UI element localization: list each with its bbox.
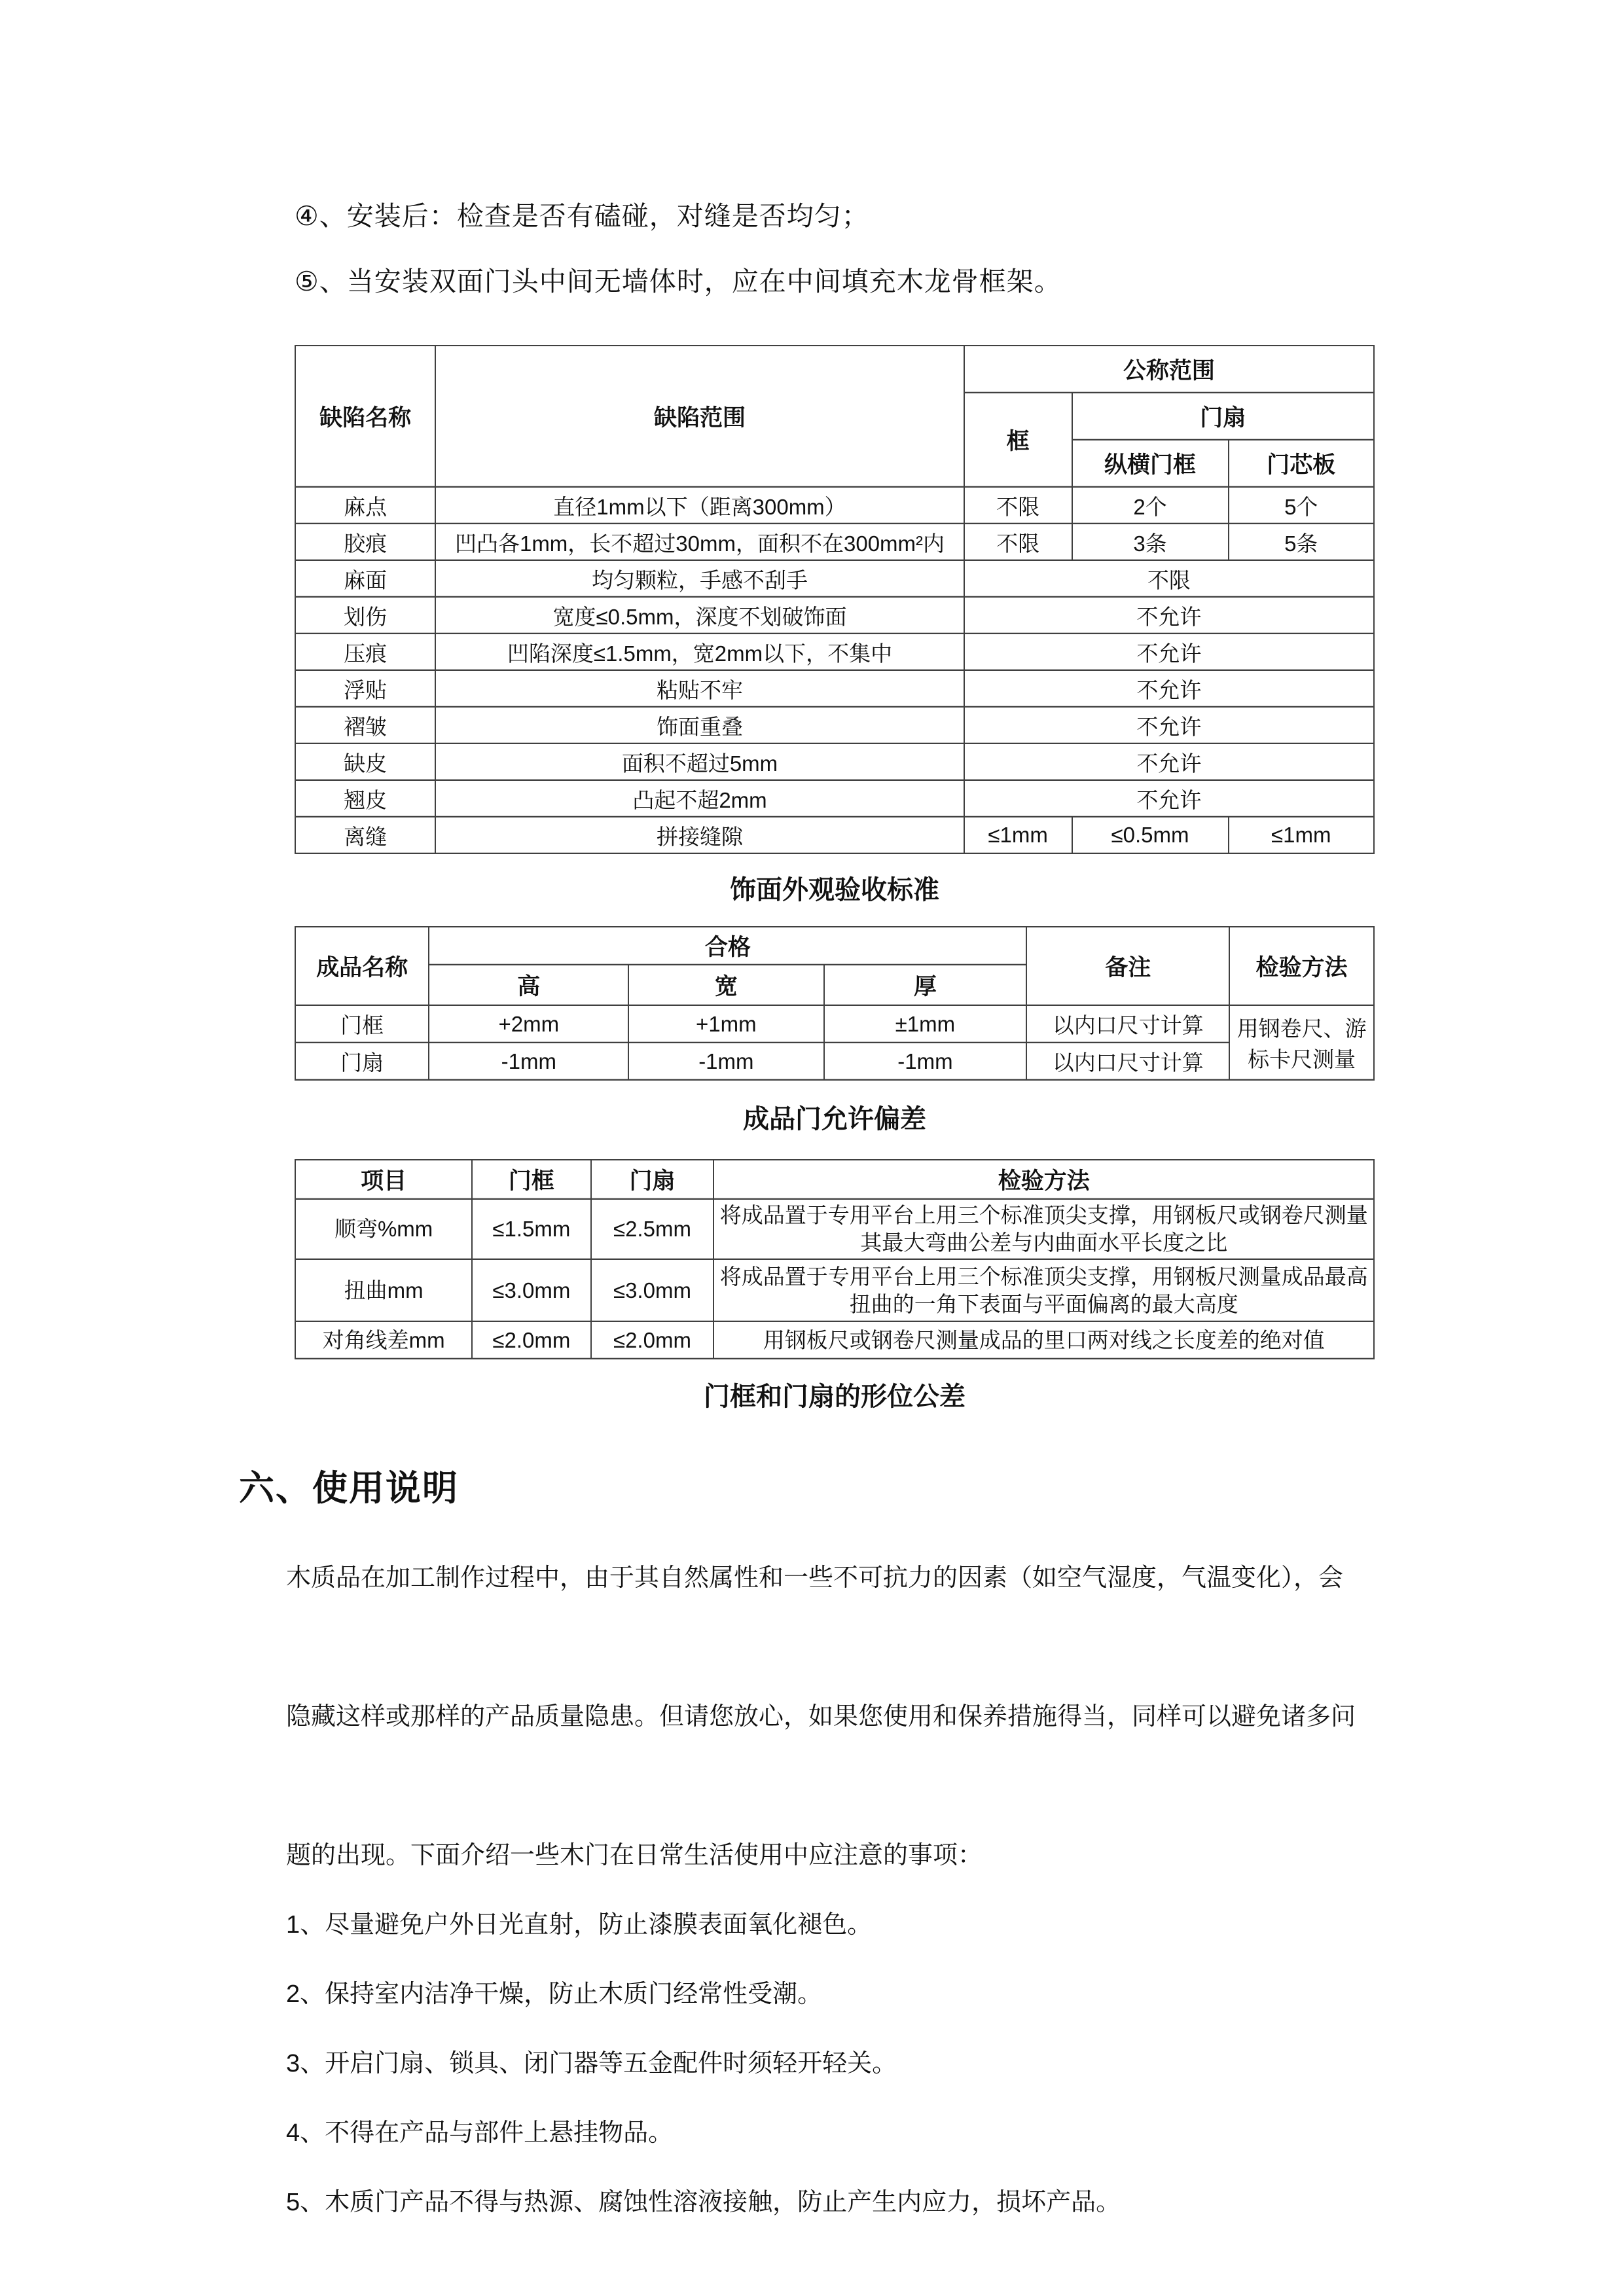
table-cell: -1mm (429, 1043, 628, 1080)
table-row (295, 1259, 1374, 1321)
table-cell: 翘皮 (295, 780, 435, 817)
table-row (295, 1043, 1374, 1080)
header-product-name: 成品名称 (295, 927, 429, 1005)
header-width: 宽 (628, 965, 823, 1005)
table-cell: 面积不超过5mm (435, 744, 964, 780)
header-qualified: 合格 (429, 927, 1026, 965)
table-cell: ≤3.0mm (591, 1259, 714, 1321)
table-cell: ≤1mm (964, 817, 1072, 853)
table-row (295, 707, 1374, 744)
table-row (295, 487, 1374, 524)
table-cell: 均匀颗粒，手感不刮手 (435, 560, 964, 597)
table-cell: 拼接缝隙 (435, 817, 964, 853)
install-note-5: ⑤、当安装双面门头中间无墙体时，应在中间填充木龙骨框架。 (295, 266, 1062, 296)
table-cell: 浮贴 (295, 670, 435, 707)
table-cell: 划伤 (295, 597, 435, 634)
usage-item-4: 4、不得在产品与部件上悬挂物品。 (286, 2119, 674, 2147)
usage-item-2: 2、保持室内洁净干燥，防止木质门经常性受潮。 (286, 1981, 823, 2008)
usage-paragraph-line-1: 木质品在加工制作过程中，由于其自然属性和一些不可抗力的因素（如空气湿度，气温变化），会 (286, 1564, 1344, 1592)
table-cell: 对角线差mm (295, 1321, 472, 1359)
table-cell: 5个 (1229, 487, 1375, 524)
table-cell: ≤1mm (1229, 817, 1375, 853)
table-cell: 顺弯%mm (295, 1199, 472, 1259)
table-row (295, 670, 1374, 707)
table-row (295, 1199, 1374, 1259)
table-cell: 麻点 (295, 487, 435, 524)
header-defect-scope: 缺陷范围 (435, 346, 964, 487)
tolerance-table-caption: 门框和门扇的形位公差 (704, 1382, 965, 1411)
table-cell: 2个 (1072, 487, 1229, 524)
header-method: 检验方法 (713, 1160, 1374, 1199)
section-heading-usage: 六、使用说明 (239, 1469, 459, 1508)
table-cell: 麻面 (295, 560, 435, 597)
header-thickness: 厚 (824, 965, 1027, 1005)
table-cell: 不允许 (964, 670, 1374, 707)
usage-paragraph-line-3: 题的出现。下面介绍一些木门在日常生活使用中应注意的事项： (286, 1842, 983, 1869)
deviation-table-caption: 成品门允许偏差 (743, 1105, 926, 1134)
table-cell: 门框 (295, 1005, 429, 1043)
header-height: 高 (429, 965, 628, 1005)
table-cell: 不允许 (964, 780, 1374, 817)
table-cell: 离缝 (295, 817, 435, 853)
defect-table-caption: 饰面外观验收标准 (730, 876, 939, 905)
table-cell: 胶痕 (295, 524, 435, 560)
usage-paragraph (286, 1543, 1399, 1890)
table-row (295, 560, 1374, 597)
table-row (295, 744, 1374, 780)
table-cell-method-merged: 用钢卷尺、游标卡尺测量 (1229, 1005, 1374, 1080)
table-cell: 不允许 (964, 744, 1374, 780)
table-cell: ≤2.0mm (472, 1321, 590, 1359)
usage-item-3: 3、开启门扇、锁具、闭门器等五金配件时须轻开轻关。 (286, 2050, 897, 2077)
table-cell: 不限 (964, 560, 1374, 597)
deviation-table (295, 926, 1375, 1081)
table-cell: 饰面重叠 (435, 707, 964, 744)
table-cell: 不允许 (964, 707, 1374, 744)
table-cell: 褶皱 (295, 707, 435, 744)
header-method: 检验方法 (1229, 927, 1374, 1005)
header-nominal-range: 公称范围 (964, 346, 1374, 393)
table-row (295, 1321, 1374, 1359)
table-cell: 不限 (964, 524, 1072, 560)
table-row (295, 1005, 1374, 1043)
table-cell: 不允许 (964, 597, 1374, 634)
table-cell: ≤1.5mm (472, 1199, 590, 1259)
table-cell: 缺皮 (295, 744, 435, 780)
usage-item-1: 1、尽量避免户外日光直射，防止漆膜表面氧化褪色。 (286, 1911, 873, 1939)
table-cell: ≤3.0mm (472, 1259, 590, 1321)
header-door-frame: 门框 (472, 1160, 590, 1199)
table-cell: 以内口尺寸计算 (1026, 1005, 1229, 1043)
table-cell: 用钢板尺或钢卷尺测量成品的里口两对线之长度差的绝对值 (713, 1321, 1374, 1359)
header-item: 项目 (295, 1160, 472, 1199)
table-cell: 扭曲mm (295, 1259, 472, 1321)
install-note-4: ④、安装后：检查是否有磕碰，对缝是否均匀； (295, 201, 869, 231)
header-door-leaf: 门扇 (591, 1160, 714, 1199)
table-cell: 将成品置于专用平台上用三个标准顶尖支撑，用钢板尺测量成品最高扭曲的一角下表面与平面偏离的最大高度 (713, 1259, 1374, 1321)
table-cell: 5条 (1229, 524, 1375, 560)
table-cell: 凹凸各1mm，长不超过30mm，面积不在300mm²内 (435, 524, 964, 560)
header-core-board: 门芯板 (1229, 440, 1375, 487)
table-cell: 直径1mm以下（距离300mm） (435, 487, 964, 524)
table-cell: -1mm (628, 1043, 823, 1080)
table-row (295, 597, 1374, 634)
header-frame: 框 (964, 393, 1072, 487)
usage-section-body (286, 1543, 1399, 2237)
header-defect-name: 缺陷名称 (295, 346, 435, 487)
table-row (295, 524, 1374, 560)
table-cell: ±1mm (824, 1005, 1027, 1043)
table-cell: 将成品置于专用平台上用三个标准顶尖支撑，用钢板尺或钢卷尺测量其最大弯曲公差与内曲面水平长度之比 (713, 1199, 1374, 1259)
table-row (295, 634, 1374, 670)
table-cell: 以内口尺寸计算 (1026, 1043, 1229, 1080)
table-cell: 不允许 (964, 634, 1374, 670)
table-cell: 3条 (1072, 524, 1229, 560)
usage-item-5: 5、木质门产品不得与热源、腐蚀性溶液接触，防止产生内应力，损坏产品。 (286, 2189, 1121, 2216)
table-cell: -1mm (824, 1043, 1027, 1080)
table-cell: ≤2.5mm (591, 1199, 714, 1259)
table-cell: +1mm (628, 1005, 823, 1043)
table-cell: ≤2.0mm (591, 1321, 714, 1359)
usage-paragraph-line-2: 隐藏这样或那样的产品质量隐患。但请您放心，如果您使用和保养措施得当，同样可以避免诸多问 (286, 1703, 1356, 1731)
table-cell: 不限 (964, 487, 1072, 524)
table-cell: 宽度≤0.5mm，深度不划破饰面 (435, 597, 964, 634)
table-cell: 门扇 (295, 1043, 429, 1080)
tolerance-table (295, 1159, 1375, 1359)
table-cell: +2mm (429, 1005, 628, 1043)
header-remark: 备注 (1026, 927, 1229, 1005)
table-cell: ≤0.5mm (1072, 817, 1229, 853)
table-row (295, 780, 1374, 817)
table-cell: 粘贴不牢 (435, 670, 964, 707)
table-cell: 凹陷深度≤1.5mm，宽2mm以下，不集中 (435, 634, 964, 670)
table-cell: 凸起不超2mm (435, 780, 964, 817)
header-vh-frame: 纵横门框 (1072, 440, 1229, 487)
header-door-leaf: 门扇 (1072, 393, 1374, 440)
table-cell: 压痕 (295, 634, 435, 670)
defect-table (295, 345, 1375, 854)
table-row (295, 817, 1374, 853)
